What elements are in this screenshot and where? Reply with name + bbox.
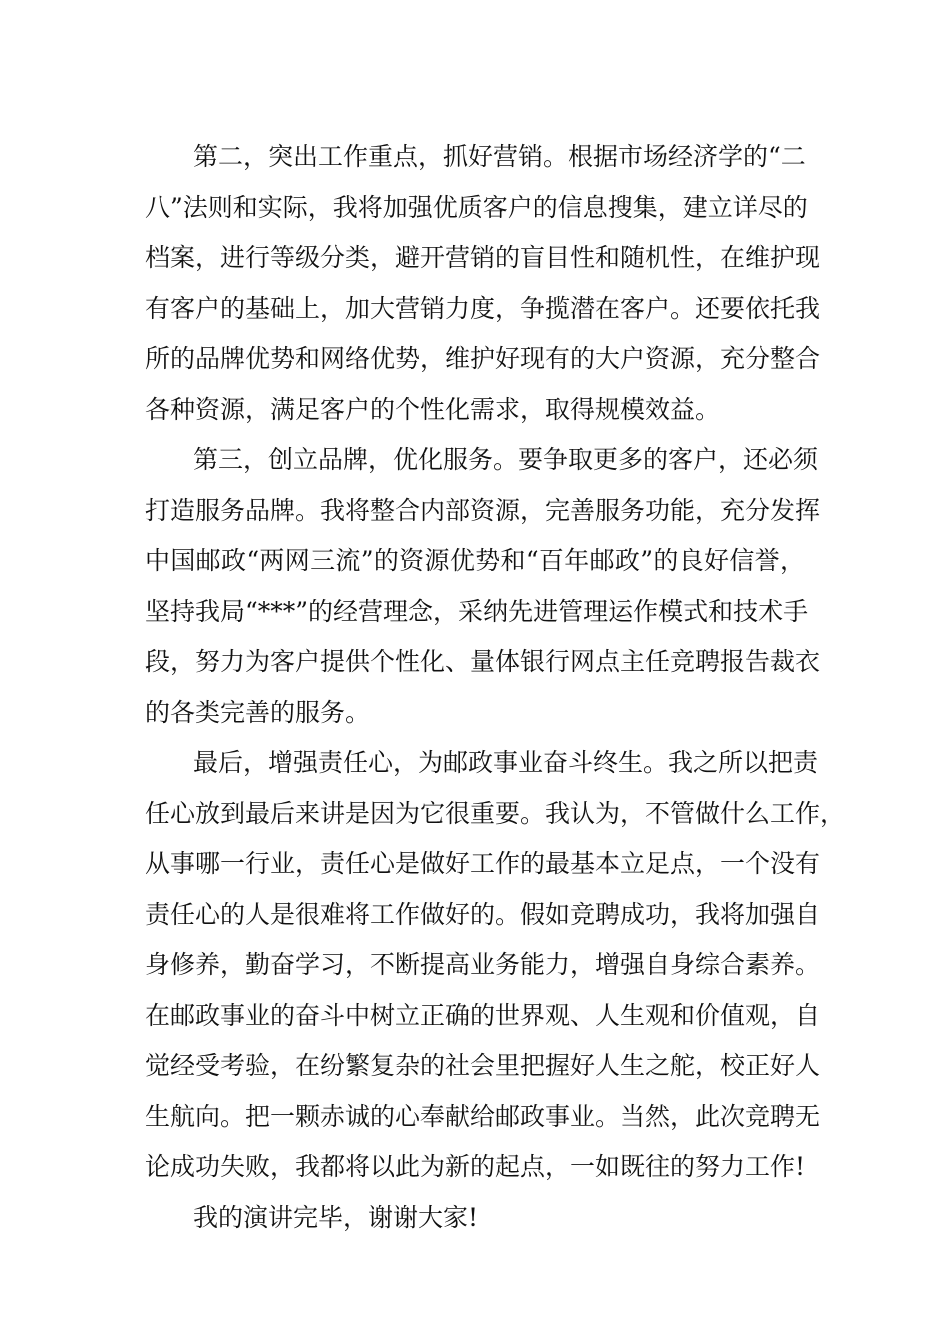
closing-line: 我的演讲完毕，谢谢大家! [193, 1202, 479, 1232]
paragraph-3-line-6: 在邮政事业的奋斗中树立正确的世界观、人生观和价值观，自 [145, 1000, 821, 1030]
paragraph-3-line-2: 任心放到最后来讲是因为它很重要。我认为，不管做什么工作， [145, 798, 846, 828]
paragraph-1-line-2: 八”法则和实际，我将加强优质客户的信息搜集，建立详尽的 [145, 192, 808, 222]
paragraph-2-line-5: 段，努力为客户提供个性化、量体银行网点主任竞聘报告裁衣 [145, 647, 821, 676]
paragraph-3-line-8: 生航向。把一颗赤诚的心奉献给邮政事业。当然，此次竞聘无 [145, 1101, 821, 1131]
paragraph-3-line-4: 责任心的人是很难将工作做好的。假如竞聘成功，我将加强自 [145, 899, 821, 929]
paragraph-3-line-1: 最后，增强责任心，为邮政事业奋斗终生。我之所以把责 [193, 748, 819, 777]
paragraph-3-line-9: 论成功失败，我都将以此为新的起点，一如既往的努力工作! [145, 1152, 806, 1181]
paragraph-2-line-3: 中国邮政“两网三流”的资源优势和“百年邮政”的良好信誉， [145, 546, 805, 575]
paragraph-1-line-1: 第二，突出工作重点，抓好营销。根据市场经济学的“二 [193, 142, 806, 171]
paragraph-3-line-7: 觉经受考验，在纷繁复杂的社会里把握好人生之舵，校正好人 [145, 1051, 821, 1080]
paragraph-2-line-6: 的各类完善的服务。 [145, 697, 371, 727]
paragraph-3-line-5: 身修养，勤奋学习，不断提高业务能力，增强自身综合素养。 [145, 950, 821, 979]
paragraph-2-line-2: 打造服务品牌。我将整合内部资源，完善服务功能，充分发挥 [145, 495, 821, 525]
paragraph-1-line-6: 各种资源，满足客户的个性化需求，取得规模效益。 [145, 394, 721, 424]
paragraph-3-line-3: 从事哪一行业，责任心是做好工作的最基本立足点，一个没有 [145, 849, 821, 878]
document-body [145, 132, 846, 1243]
paragraph-1-line-4: 有客户的基础上，加大营销力度，争揽潜在客户。还要依托我 [145, 293, 821, 323]
paragraph-2-line-4: 坚持我局“***”的经营理念，采纳先进管理运作模式和技术手 [145, 596, 809, 626]
paragraph-1-line-5: 所的品牌优势和网络优势，维护好现有的大户资源，充分整合 [145, 344, 821, 373]
paragraph-2-line-1: 第三，创立品牌，优化服务。要争取更多的客户，还必须 [193, 445, 819, 474]
paragraph-1-line-3: 档案，进行等级分类，避开营销的盲目性和随机性，在维护现 [145, 243, 821, 272]
